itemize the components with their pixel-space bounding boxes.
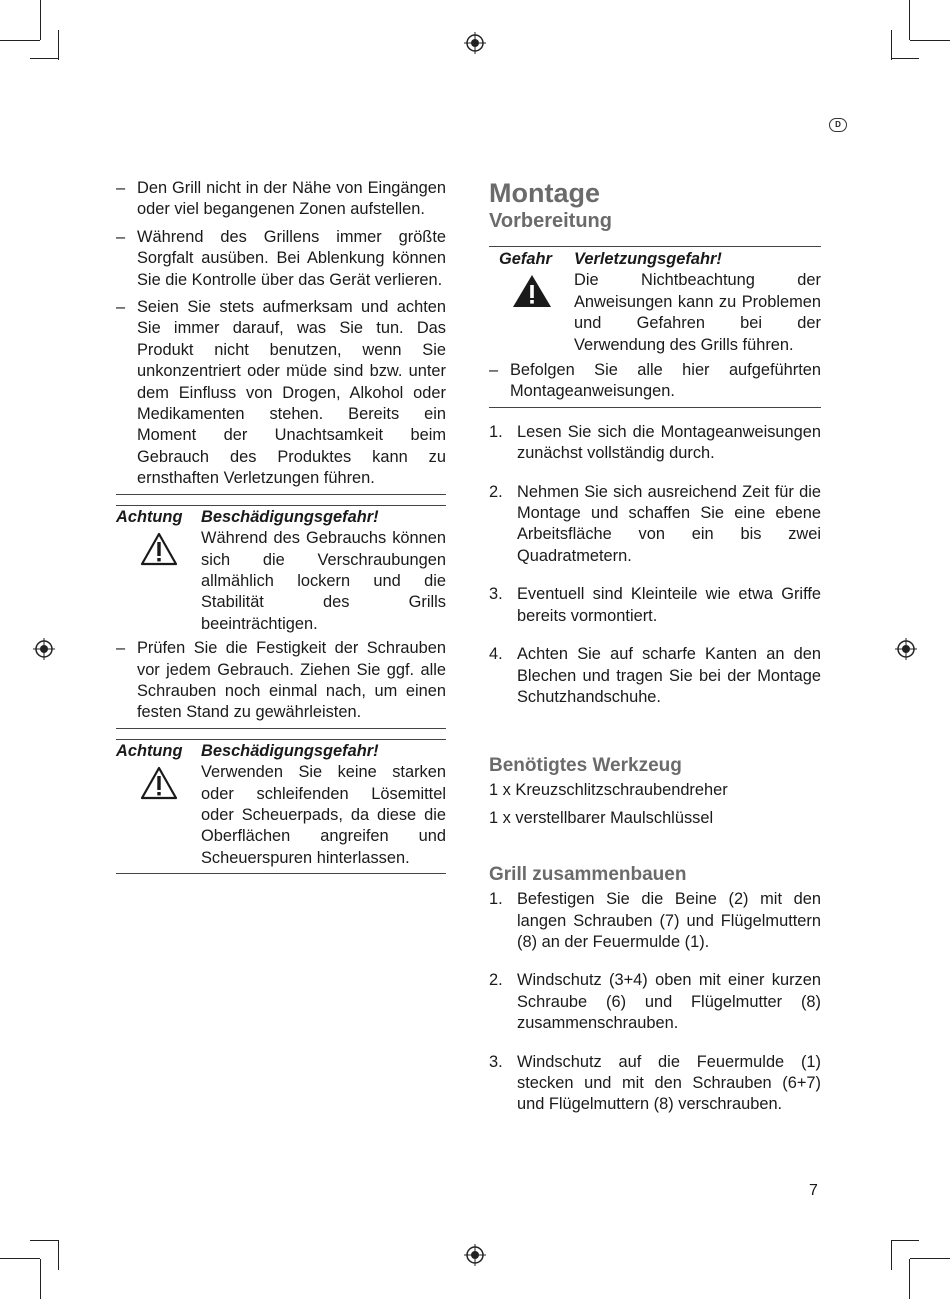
bullet-text: Prüfen Sie die Festigkeit der Schrauben vor jedem Gebrauch. Ziehen Sie ggf. alle Schrauben noch einmal nach, um einen festen Stand zu gewährleisten. [137, 639, 446, 722]
warning-title: Beschädigungsgefahr! [201, 741, 379, 760]
crop-mark-bl-h2 [30, 1240, 58, 1241]
crop-mark-br-h [910, 1258, 950, 1259]
crop-mark-bl-v2 [58, 1240, 59, 1270]
page-number: 7 [809, 1182, 818, 1199]
divider [116, 873, 446, 874]
warning-text: Während des Gebrauchs können sich die Verschraubungen allmählich lockern und die Stabilität des Grills beeinträchtigen. [201, 529, 446, 633]
list-item: 1 x verstellbarer Maulschlüssel [489, 808, 714, 827]
danger-triangle-icon [512, 274, 552, 308]
crop-mark-br-v [909, 1259, 910, 1299]
right-column [489, 178, 821, 1116]
step-text: Achten Sie auf scharfe Kanten an den Blechen und tragen Sie bei der Montage Schutzhandschuhe. [517, 645, 821, 706]
danger-text: Die Nichtbeachtung der Anweisungen kann zu Problemen und Gefahren bei der Verwendung des Grills führen. [574, 271, 821, 354]
list-item: 3. Eventuell sind Kleinteile wie etwa Griffe bereits vormontiert. [489, 585, 821, 625]
step-text: Eventuell sind Kleinteile wie etwa Griffe bereits vormontiert. [517, 585, 821, 625]
crop-mark-tr-v2 [891, 30, 892, 60]
list-item: 2. Windschutz (3+4) oben mit einer kurzen Schraube (6) und Flügelmutter (8) zusammenschrauben. [489, 971, 821, 1033]
crop-mark-tl-v2 [58, 30, 59, 60]
section-subtitle: Vorbereitung [489, 210, 612, 232]
danger-label: Gefahr [499, 250, 552, 268]
caution-triangle-icon [140, 766, 178, 800]
crop-mark-bl-v [40, 1259, 41, 1299]
bullet-text: Befolgen Sie alle hier aufgeführten Montageanweisungen. [510, 361, 821, 401]
warning-label: Achtung [116, 507, 183, 526]
page-title: Montage [489, 178, 600, 208]
list-item: – Den Grill nicht in der Nähe von Eingängen oder viel begangenen Zonen aufstellen. [116, 179, 446, 219]
list-item: – Während des Grillens immer größte Sorgfalt ausüben. Bei Ablenkung können Sie die Kontrolle über das Gerät verlieren. [116, 227, 446, 289]
language-badge: D [829, 118, 847, 132]
tools-list [489, 780, 821, 829]
list-item: 2. Nehmen Sie sich ausreichend Zeit für die Montage und schaffen Sie eine ebene Arbeitsfläche von ein bis zwei Quadratmetern. [489, 482, 821, 565]
bullet-text: Den Grill nicht in der Nähe von Eingängen oder viel begangenen Zonen aufstellen. [137, 179, 446, 219]
divider [489, 407, 821, 408]
crop-mark-br-v2 [891, 1240, 892, 1270]
list-item: 1. Befestigen Sie die Beine (2) mit den langen Schrauben (7) und Flügelmuttern (8) an der Feuermulde (1). [489, 890, 821, 951]
caution-triangle-icon [140, 532, 178, 566]
crop-mark-tl-h [0, 40, 40, 41]
registration-mark-top-icon [464, 32, 486, 54]
registration-mark-left-icon [33, 638, 55, 660]
warning-box-1 [116, 507, 446, 724]
warning-text: Verwenden Sie keine starken oder schleifenden Lösemittel oder Scheuerpads, da diese die Oberflächen angreifen und Scheuerspuren hinterlassen. [201, 763, 446, 867]
list-item: 3. Windschutz auf die Feuermulde (1) stecken und mit den Schrauben (6+7) und Flügelmuttern (8) verschrauben. [489, 1052, 821, 1114]
step-text: Windschutz (3+4) oben mit einer kurzen Schraube (6) und Flügelmutter (8) zusammenschrauben. [517, 971, 821, 1033]
divider [116, 728, 446, 729]
crop-mark-br-h2 [891, 1240, 919, 1241]
bullet-text: Seien Sie stets aufmerksam und achten Sie immer darauf, was Sie tun. Das Produkt nicht benutzen, wenn Sie unkonzentriert oder müde sind bzw. unter dem Einfluss von Drogen, Alkohol oder Medikamenten stehen. Bereits ein Moment der Unachtsamkeit beim Gebrauch des Produktes kann zu ernsthaften Verletzungen führen. [137, 298, 446, 488]
assembly-heading: Grill zusammenbauen [489, 864, 687, 886]
crop-mark-tl-v [40, 0, 41, 40]
list-item: 1. Lesen Sie sich die Montageanweisungen zunächst vollständig durch. [489, 422, 821, 463]
divider [489, 246, 821, 247]
list-item: 4. Achten Sie auf scharfe Kanten an den Blechen und tragen Sie bei der Montage Schutzhandschuhe. [489, 645, 821, 706]
assembly-steps [489, 889, 821, 1116]
list-item: – Befolgen Sie alle hier aufgeführten Montageanweisungen. [489, 361, 821, 401]
left-column [116, 178, 446, 874]
registration-mark-bottom-icon [464, 1244, 486, 1266]
bullet-text: Während des Grillens immer größte Sorgfalt ausüben. Bei Ablenkung können Sie die Kontrolle über das Gerät verlieren. [137, 227, 446, 289]
tools-heading: Benötigtes Werkzeug [489, 755, 682, 777]
danger-box [489, 249, 821, 403]
crop-mark-tr-v [909, 0, 910, 40]
list-item: 1 x Kreuzschlitzschraubendreher [489, 781, 728, 800]
crop-mark-tl-h2 [30, 58, 58, 59]
step-text: Nehmen Sie sich ausreichend Zeit für die Montage und schaffen Sie eine ebene Arbeitsfläche von ein bis zwei Quadratmetern. [517, 482, 821, 565]
step-text: Befestigen Sie die Beine (2) mit den langen Schrauben (7) und Flügelmuttern (8) an der Feuermulde (1). [517, 890, 821, 951]
prep-steps [489, 422, 821, 708]
warning-box-2 [116, 741, 446, 869]
registration-mark-right-icon [895, 638, 917, 660]
step-text: Lesen Sie sich die Montageanweisungen zunächst vollständig durch. [517, 422, 821, 463]
crop-mark-bl-h [0, 1258, 40, 1259]
crop-mark-tr-h2 [891, 58, 919, 59]
divider [116, 739, 446, 740]
divider [116, 494, 446, 495]
list-item: – Prüfen Sie die Festigkeit der Schrauben vor jedem Gebrauch. Ziehen Sie ggf. alle Schrauben noch einmal nach, um einen festen Stand zu gewährleisten. [116, 639, 446, 722]
list-item: – Seien Sie stets aufmerksam und achten Sie immer darauf, was Sie tun. Das Produkt nicht benutzen, wenn Sie unkonzentriert oder müde sind bzw. unter dem Einfluss von Drogen, Alkohol oder Medikamenten stehen. Bereits ein Moment der Unachtsamkeit beim Gebrauch des Produktes kann zu ernsthaften Verletzungen führen. [116, 298, 446, 488]
warning-title: Beschädigungsgefahr! [201, 507, 379, 526]
crop-mark-tr-h [910, 40, 950, 41]
divider [116, 505, 446, 506]
warning-label: Achtung [116, 741, 183, 760]
step-text: Windschutz auf die Feuermulde (1) stecken und mit den Schrauben (6+7) und Flügelmuttern (8) verschrauben. [517, 1052, 821, 1114]
danger-title: Verletzungsgefahr! [574, 250, 722, 268]
